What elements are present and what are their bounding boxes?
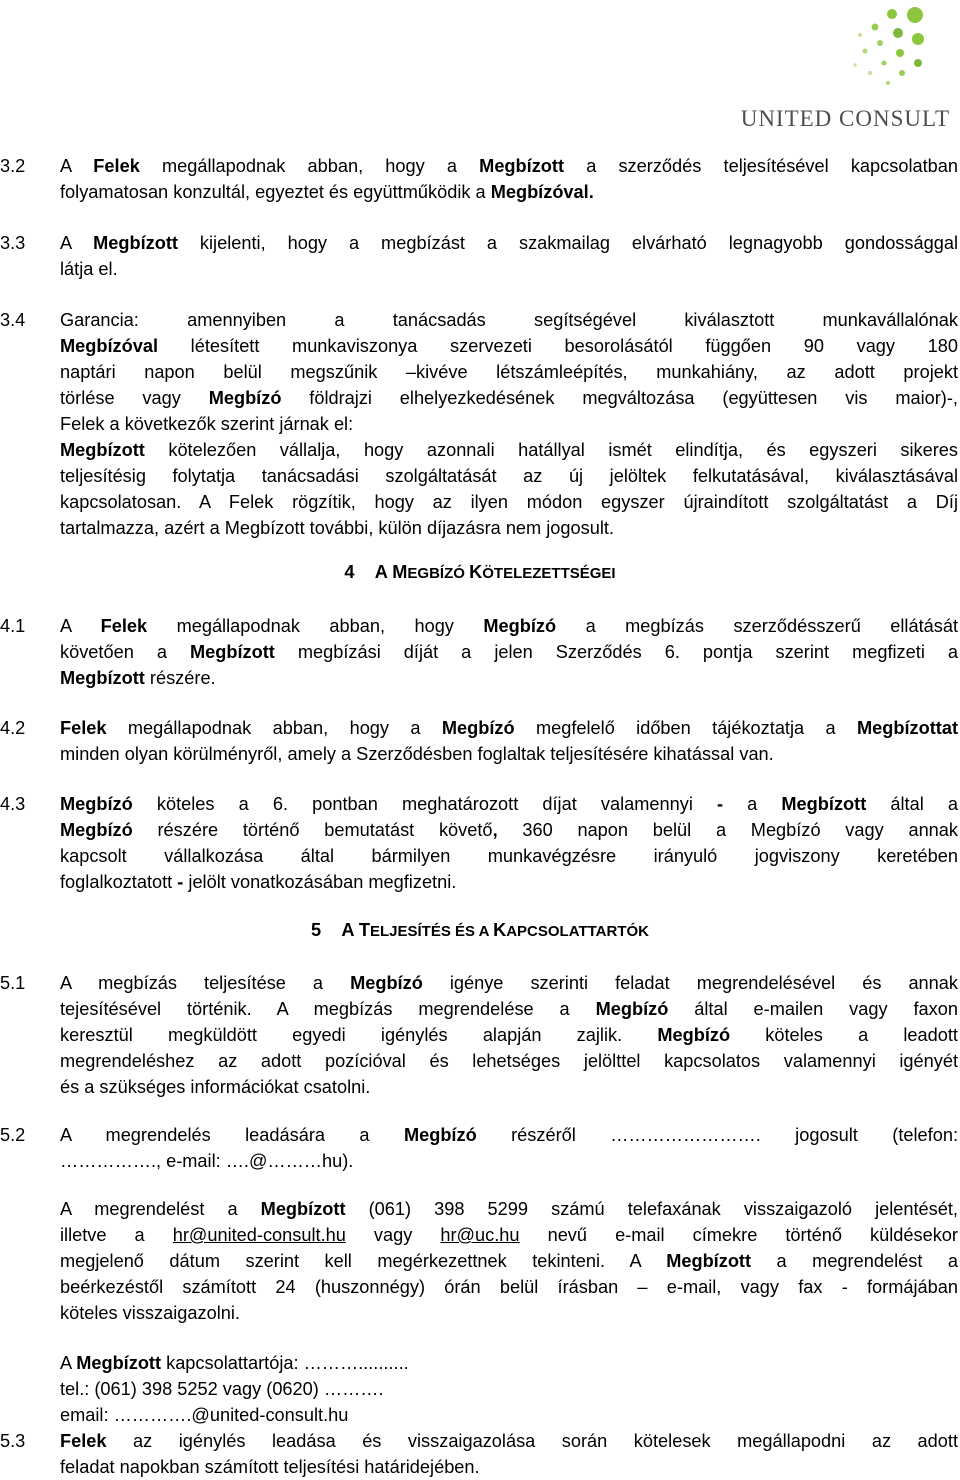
- bold-text: Megbízott: [76, 1353, 162, 1373]
- text-line: megrendeléshez az adott pozícióval és lehetséges jelölttel kapcsolatos valamennyi igényét: [60, 1051, 958, 1071]
- section-heading-5: [0, 920, 960, 941]
- text-span: nevű e-mail címekre történő küldésekor: [519, 1225, 958, 1245]
- clause-number: 4.3: [0, 794, 26, 814]
- text-span: által a: [866, 794, 958, 814]
- text-line: naptári napon belül megszűnik –kivéve létszámleépítés, munkahiány, az adott projekt: [60, 362, 958, 382]
- text-span: kötelezően vállalja, hogy azonnali hatállyal ismét elindítja, és egyszeri sikeres: [144, 440, 958, 460]
- bold-text: Megbízó: [60, 820, 133, 840]
- text-line: [60, 385, 958, 411]
- text-line: Garancia: amennyiben a tanácsadás segítségével kiválasztott munkavállalónak: [60, 310, 958, 330]
- text-line: [60, 639, 958, 665]
- text-span: a: [723, 794, 782, 814]
- bold-text: Megbízott: [260, 1199, 346, 1219]
- text-span: a megbízás szerződésszerű ellátását: [556, 616, 958, 636]
- text-line: [60, 1022, 958, 1048]
- text-line: tel.: (061) 398 5252 vagy (0620) ……….: [60, 1379, 384, 1399]
- text-span: törlése vagy: [60, 388, 209, 408]
- text-span: jelölt vonatkozásában megfizetni.: [183, 872, 457, 892]
- text-span: megjelenő dátum szerint kell megérkezettnek tekinteni. A: [60, 1251, 667, 1271]
- text-span: 5: [311, 920, 322, 940]
- text-line: köteles visszaigazolni.: [60, 1303, 240, 1323]
- bold-text: ,: [492, 820, 498, 840]
- text-line: [60, 1174, 958, 1196]
- bold-text: Felek: [60, 1431, 107, 1451]
- bold-text: Megbízott: [666, 1251, 752, 1271]
- text-span: 360 napon belül a Megbízó vagy annak: [497, 820, 959, 840]
- text-line: minden olyan körülményről, amely a Szerződésben foglaltak teljesítésére kihatással van.: [60, 744, 774, 764]
- text-span: A M: [374, 562, 408, 582]
- text-line: beérkezéstől számított 24 (huszonnégy) órán belül írásban – e-mail, vagy fax - formájában: [60, 1277, 958, 1297]
- bold-text: Megbízott: [781, 794, 867, 814]
- text-line: látja el.: [60, 259, 118, 279]
- text-span: A megbízás teljesítése a: [60, 973, 351, 993]
- bold-text: Megbízó: [350, 973, 423, 993]
- text-span: ELJESÍTÉS ÉS A: [369, 923, 494, 940]
- logo-dots-icon: [780, 5, 930, 95]
- text-span: A: [60, 616, 101, 636]
- text-span: által e-mailen vagy faxon: [668, 999, 958, 1019]
- text-span: megállapodnak abban, hogy a: [106, 718, 442, 738]
- text-span: keresztül megküldött egyedi igénylés alapján zajlik.: [60, 1025, 658, 1045]
- section-heading-4: [0, 562, 960, 583]
- clause-5-2: [0, 1122, 958, 1428]
- text-span: EGBÍZÓ: [407, 565, 470, 582]
- text-span: részéről ……………………. jogosult (telefon:: [476, 1125, 958, 1145]
- text-line: [60, 333, 958, 359]
- text-line: [60, 715, 958, 741]
- text-line: [60, 1122, 958, 1148]
- text-span: K: [493, 920, 507, 940]
- bold-text: Megbízó: [595, 999, 669, 1019]
- text-span: A T: [341, 920, 370, 940]
- clause-5-1: [0, 970, 958, 1100]
- text-span: köteles a 6. pontban meghatározott díjat valamennyi: [132, 794, 717, 814]
- clause-number: 4.1: [0, 616, 26, 636]
- text-span: kapcsolattartója: ………..........: [161, 1353, 409, 1373]
- email-link-hr-united-consult[interactable]: hr@united-consult.hu: [172, 1225, 346, 1245]
- text-span: A megrendelést a: [60, 1199, 261, 1219]
- bold-text: Megbízó: [441, 718, 515, 738]
- bold-text: Megbízott: [479, 156, 565, 176]
- bold-text: Megbízó: [483, 616, 557, 636]
- text-line: [60, 970, 958, 996]
- text-line: teljesítésig folytatja tanácsadási szolgáltatását az új jelöltek felkutatásával, kiválasztásával: [60, 466, 958, 486]
- text-line: [60, 230, 958, 256]
- text-span: a megrendelést a: [751, 1251, 958, 1271]
- bold-text: Megbízó: [60, 794, 133, 814]
- text-line: [60, 1222, 958, 1248]
- text-span: 4: [344, 562, 355, 582]
- text-span: ÖTELEZETTSÉGEI: [482, 565, 616, 582]
- text-span: illetve a: [60, 1225, 173, 1245]
- clause-number: 3.3: [0, 233, 26, 253]
- bold-text: Megbízott: [189, 642, 275, 662]
- text-line: [60, 179, 958, 205]
- text-span: folyamatosan konzultál, egyeztet és együttműködik a: [60, 182, 491, 202]
- clause-number: 5.1: [0, 973, 26, 993]
- text-line: [60, 817, 958, 843]
- clause-number: 3.2: [0, 156, 26, 176]
- text-span: köteles a leadott: [730, 1025, 958, 1045]
- bold-text: Felek: [93, 156, 140, 176]
- bold-text: Felek: [100, 616, 148, 636]
- text-line: tartalmazza, azért a Megbízott további, külön díjazásra nem jogosult.: [60, 518, 614, 538]
- bold-text: Megbízott: [93, 233, 178, 253]
- text-span: megállapodnak abban, hogy: [147, 616, 484, 636]
- text-line: [60, 153, 958, 179]
- text-line: ……………., e-mail: ….@………hu).: [60, 1151, 354, 1171]
- text-span: igénye szerinti feladat megrendelésével és annak: [422, 973, 958, 993]
- clause-4-2: [0, 715, 958, 767]
- clause-4-3: [0, 791, 958, 895]
- text-span: részére.: [144, 668, 216, 688]
- clause-3-3: [0, 230, 958, 282]
- email-link-hr-uc[interactable]: hr@uc.hu: [440, 1225, 520, 1245]
- text-line: kapcsolt vállalkozása által bármilyen munkavégzésre irányuló jogviszony keretében: [60, 846, 958, 866]
- clause-number: 3.4: [0, 310, 26, 330]
- text-span: vagy: [345, 1225, 441, 1245]
- text-line: [60, 869, 958, 895]
- text-span: földrajzi elhelyezkedésének megváltozása (együttesen vis maior)-,: [281, 388, 958, 408]
- text-line: [60, 1248, 958, 1274]
- bold-text: Megbízó: [208, 388, 282, 408]
- bold-text: Megbízott: [60, 668, 145, 688]
- text-span: megfelelő időben tájékoztatja a: [514, 718, 857, 738]
- bold-text: Megbízott: [60, 440, 145, 460]
- text-span: létesített munkaviszonya szervezeti besorolásától függően 90 vagy 180: [158, 336, 958, 356]
- text-span: A: [60, 1353, 77, 1373]
- text-line: és a szükséges információkat csatolni.: [60, 1077, 371, 1097]
- text-line: [60, 1326, 958, 1350]
- bold-text: -: [177, 872, 184, 892]
- text-line: kapcsolatosan. A Felek rögzítik, hogy az ilyen módon egyszer újraindított szolgáltatást a Díj: [60, 492, 958, 512]
- text-span: megbízási díját a jelen Szerződés 6. pontja szerint megfizeti a: [274, 642, 958, 662]
- text-span: A: [60, 233, 94, 253]
- text-line: Felek a következők szerint járnak el:: [60, 414, 354, 434]
- text-line: [60, 665, 958, 691]
- text-line: [60, 791, 958, 817]
- clause-3-4: [0, 307, 958, 541]
- clause-number: 5.3: [0, 1431, 26, 1451]
- text-span: K: [469, 562, 483, 582]
- clause-4-1: [0, 613, 958, 691]
- text-span: (061) 398 5299 számú telefaxának visszaigazoló jelentését,: [345, 1199, 958, 1219]
- text-span: tejesítésével történik. A megbízás megrendelése a: [60, 999, 596, 1019]
- text-line: [60, 613, 958, 639]
- clause-number: 4.2: [0, 718, 26, 738]
- text-line: [60, 1428, 958, 1454]
- text-span: megállapodnak abban, hogy a: [139, 156, 480, 176]
- text-span: a szerződés teljesítésével kapcsolatban: [564, 156, 958, 176]
- text-span: az igénylés leadása és visszaigazolása során kötelesek megállapodni az adott: [106, 1431, 958, 1451]
- text-line: [60, 1350, 958, 1376]
- text-line: [60, 437, 958, 463]
- bold-text: Megbízóval.: [490, 182, 594, 202]
- clause-3-2: [0, 153, 958, 205]
- text-span: követően a: [60, 642, 190, 662]
- bold-text: Megbízóval: [60, 336, 159, 356]
- logo-text: UNITED CONSULT: [740, 106, 950, 131]
- text-span: A: [60, 156, 94, 176]
- text-span: foglalkoztatott: [60, 872, 178, 892]
- bold-text: -: [716, 794, 724, 814]
- text-line: feladat napokban számított teljesítési határidejében.: [60, 1457, 480, 1477]
- text-span: APCSOLATTARTÓK: [506, 923, 649, 940]
- text-span: A megrendelés leadására a: [60, 1125, 404, 1145]
- text-span: kijelenti, hogy a megbízást a szakmailag elvárható legnagyobb gondossággal: [177, 233, 958, 253]
- text-line: [60, 996, 958, 1022]
- clause-number: 5.2: [0, 1125, 26, 1145]
- bold-text: Megbízottat: [856, 718, 958, 738]
- text-line: email: ………….@united-consult.hu: [60, 1405, 349, 1425]
- bold-text: Megbízó: [403, 1125, 477, 1145]
- bold-text: Megbízó: [657, 1025, 731, 1045]
- text-span: részére történő bemutatást követő: [132, 820, 493, 840]
- united-consult-logo: [720, 5, 956, 131]
- text-line: [60, 1196, 958, 1222]
- bold-text: Felek: [60, 718, 107, 738]
- clause-5-3: [0, 1428, 958, 1480]
